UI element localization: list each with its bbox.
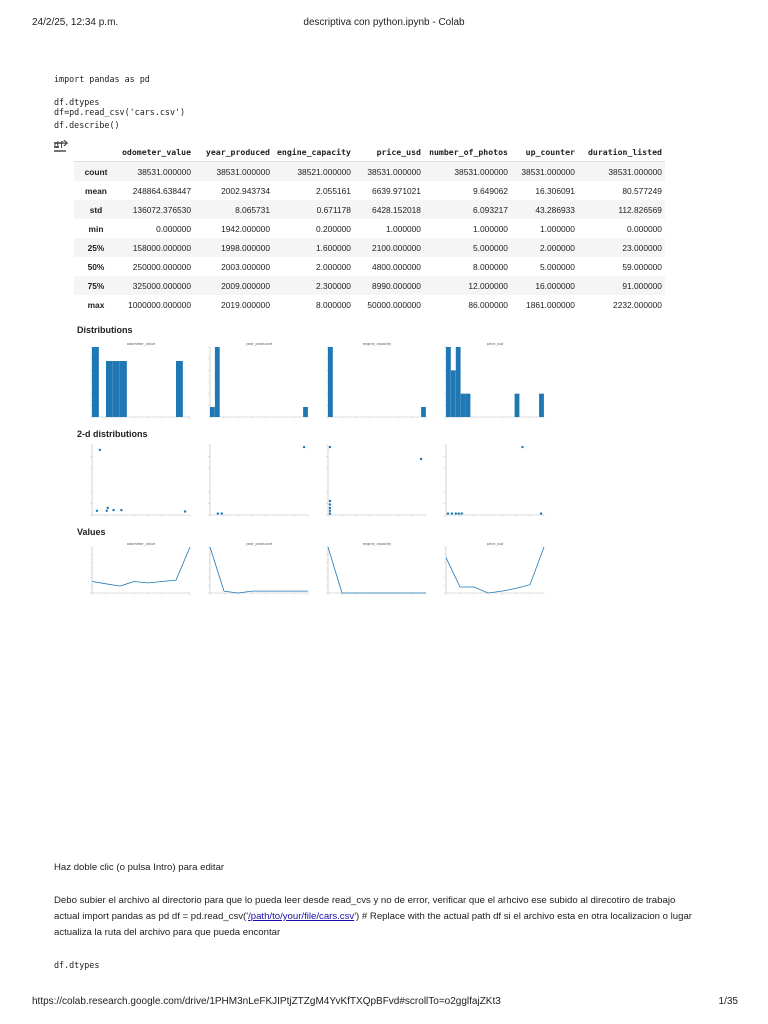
column-header: engine_capacity xyxy=(277,146,351,157)
table-cell: 0.000000 xyxy=(156,223,191,234)
scatter-point xyxy=(458,512,460,514)
series-line xyxy=(446,547,544,593)
scatter-point xyxy=(540,512,542,514)
column-header: number_of_photos xyxy=(429,146,508,157)
table-cell: 6428.152018 xyxy=(372,204,421,215)
table-cell: 12.000000 xyxy=(468,280,508,291)
table-cell: 8.065731 xyxy=(235,204,270,215)
histogram-bar xyxy=(539,394,544,417)
table-corner xyxy=(74,142,117,162)
scatter-point xyxy=(447,512,449,514)
chart-title: year_produced xyxy=(245,542,273,546)
table-cell: 0.000000 xyxy=(627,223,662,234)
markdown-text-cell[interactable] xyxy=(54,893,694,941)
table-cell: 250000.000000 xyxy=(132,261,191,272)
table-row xyxy=(74,257,665,276)
table-cell: 38531.000000 xyxy=(608,166,662,177)
chart-svg xyxy=(314,339,430,427)
chart-svg xyxy=(196,539,312,603)
line-chart xyxy=(314,539,430,603)
chart-title: engine_capacity xyxy=(362,342,392,346)
column-header: duration_listed xyxy=(588,146,662,157)
histogram-bar xyxy=(466,394,471,417)
table-cell: 1861.000000 xyxy=(526,299,575,310)
table-cell: 38531.000000 xyxy=(137,166,191,177)
chart-svg xyxy=(78,441,194,525)
row-label: max xyxy=(87,299,105,310)
table-row xyxy=(74,162,665,182)
scatter-chart xyxy=(314,441,430,525)
chart-svg xyxy=(314,539,430,603)
table-cell: 38531.000000 xyxy=(216,166,270,177)
table-cell: 91.000000 xyxy=(622,280,662,291)
table-cell: 112.826569 xyxy=(618,204,662,215)
table-cell: 16.000000 xyxy=(535,280,575,291)
table-cell: 1942.000000 xyxy=(221,223,270,234)
chart-svg xyxy=(432,539,548,603)
table-cell: 325000.000000 xyxy=(132,280,191,291)
table-cell: 1.000000 xyxy=(473,223,508,234)
histogram-bar xyxy=(328,347,333,417)
code-cell-3[interactable]: df.describe() xyxy=(54,120,120,130)
table-cell: 2.000000 xyxy=(316,261,351,272)
row-label: count xyxy=(84,166,108,177)
histogram-bar xyxy=(421,407,426,417)
print-datetime: 24/2/25, 12:34 p.m. xyxy=(32,17,119,28)
table-cell: 2.000000 xyxy=(540,242,575,253)
print-page-number: 1/35 xyxy=(718,996,738,1007)
scatter-point xyxy=(460,512,462,514)
scatter-point xyxy=(329,503,331,505)
table-cell: 2003.000000 xyxy=(221,261,270,272)
scatter-point xyxy=(303,446,305,448)
table-cell: 16.306091 xyxy=(535,185,575,196)
table-cell: 1.000000 xyxy=(540,223,575,234)
table-row xyxy=(74,219,665,238)
table-cell: 2009.000000 xyxy=(221,280,270,291)
table-cell: 2.300000 xyxy=(316,280,351,291)
table-cell: 2.055161 xyxy=(316,185,351,196)
chart-svg xyxy=(196,441,312,525)
histogram-bar xyxy=(461,394,466,417)
row-label: 75% xyxy=(87,280,105,291)
scatter-point xyxy=(329,510,331,512)
histogram-bar xyxy=(451,370,456,417)
line-chart xyxy=(196,539,312,603)
table-cell: 1.000000 xyxy=(386,223,421,234)
series-line xyxy=(210,547,308,593)
histogram-bar xyxy=(303,407,308,417)
describe-table xyxy=(74,142,665,314)
scatter-point xyxy=(221,512,223,514)
scatter-point xyxy=(106,510,108,512)
histogram-bar xyxy=(120,361,127,417)
histogram-bar xyxy=(176,361,183,417)
print-title: descriptiva con python.ipynb - Colab xyxy=(303,17,465,28)
table-cell: 8.000000 xyxy=(473,261,508,272)
code-line: import pandas as pd xyxy=(54,74,150,84)
scatter-point xyxy=(120,509,122,511)
bar-chart xyxy=(432,339,548,427)
histogram-bar xyxy=(456,347,461,417)
table-row xyxy=(74,200,665,219)
scatter-point xyxy=(420,458,422,460)
table-cell: 1000000.000000 xyxy=(128,299,191,310)
line-chart xyxy=(432,539,548,603)
chart-title: price_usd xyxy=(486,342,504,346)
chart-svg xyxy=(314,441,430,525)
table-cell: 59.000000 xyxy=(622,261,662,272)
column-header: odometer_value xyxy=(121,146,191,157)
table-cell: 38531.000000 xyxy=(454,166,508,177)
table-cell: 43.286933 xyxy=(535,204,575,215)
table-cell: 136072.376530 xyxy=(132,204,191,215)
table-cell: 6639.971021 xyxy=(372,185,421,196)
scatter-point xyxy=(329,446,331,448)
section-values: Values xyxy=(77,527,106,537)
table-cell: 0.671178 xyxy=(316,204,351,215)
histogram-bar xyxy=(215,347,220,417)
table-cell: 2019.000000 xyxy=(221,299,270,310)
print-url: https://colab.research.google.com/drive/1PHM3nLeFKJIPtjZTZgM4YvKfTXQpBFvd#scrollTo=o2gglfajZKt3 xyxy=(32,996,501,1007)
chart-title: price_usd xyxy=(486,542,504,546)
scatter-point xyxy=(451,512,453,514)
markdown-text: ') # Replace with the actual path df si el archivo esta en otra localizacion o lugar actualiza la ruta del archivo para que pueda encontar xyxy=(54,911,693,938)
row-label: mean xyxy=(85,185,107,196)
scatter-chart xyxy=(196,441,312,525)
scatter-point xyxy=(184,510,186,512)
table-cell: 50000.000000 xyxy=(367,299,421,310)
histogram-bar xyxy=(92,347,99,417)
histogram-bar xyxy=(515,394,520,417)
chart-svg xyxy=(78,539,194,603)
bar-chart xyxy=(314,339,430,427)
table-cell: 38531.000000 xyxy=(367,166,421,177)
table-header-row xyxy=(74,142,665,162)
histogram-bar xyxy=(113,361,120,417)
scatter-point xyxy=(106,507,108,509)
column-header: year_produced xyxy=(205,146,270,157)
code-cell-4[interactable]: df.dtypes xyxy=(54,960,100,970)
table-cell: 2232.000000 xyxy=(613,299,662,310)
scatter-point xyxy=(96,510,98,512)
table-row xyxy=(74,295,665,314)
table-cell: 0.200000 xyxy=(316,223,351,234)
scatter-point xyxy=(217,512,219,514)
column-header: up_counter xyxy=(525,146,575,157)
chart-title: year_produced xyxy=(245,342,273,346)
chart-title: odometer_value xyxy=(126,342,156,346)
scatter-point xyxy=(112,509,114,511)
bar-chart xyxy=(196,339,312,427)
code-line: df=pd.read_csv('cars.csv') xyxy=(54,107,186,117)
table-row xyxy=(74,238,665,257)
chart-svg xyxy=(432,441,548,525)
chart-svg xyxy=(432,339,548,427)
table-cell: 248864.638447 xyxy=(132,185,191,196)
code-cell-2[interactable]: df.dtypes xyxy=(54,97,100,107)
histogram-bar xyxy=(106,361,113,417)
table-cell: 1.600000 xyxy=(316,242,351,253)
table-cell: 5.000000 xyxy=(540,261,575,272)
markdown-text: Debo subier el archivo al directorio para que lo pueda leer desde read_cvs y no de error, verificar que el arhcivo ese subido al direcotiro de trabajo actual import pandas as pd df = pd.read_csv(' xyxy=(54,895,676,922)
chart-title: engine_capacity xyxy=(362,542,392,546)
table-cell: 2002.943734 xyxy=(221,185,270,196)
table-cell: 8990.000000 xyxy=(372,280,421,291)
chart-title: odometer_value xyxy=(126,542,156,546)
table-cell: 38531.000000 xyxy=(521,166,575,177)
series-line xyxy=(92,547,190,586)
table-cell: 9.649062 xyxy=(473,185,508,196)
scatter-point xyxy=(455,512,457,514)
markdown-edit-hint[interactable]: Haz doble clic (o pulsa Intro) para editar xyxy=(54,862,225,873)
scatter-chart xyxy=(432,441,548,525)
scatter-point xyxy=(329,500,331,502)
table-row xyxy=(74,276,665,295)
chart-svg xyxy=(196,339,312,427)
line-chart xyxy=(78,539,194,603)
histogram-bar xyxy=(210,407,215,417)
scatter-point xyxy=(329,512,331,514)
scatter-point xyxy=(521,446,523,448)
table-cell: 8.000000 xyxy=(316,299,351,310)
bar-chart xyxy=(78,339,194,427)
row-label: std xyxy=(89,204,103,215)
table-cell: 23.000000 xyxy=(622,242,662,253)
row-label: 50% xyxy=(87,261,105,272)
table-cell: 1998.000000 xyxy=(221,242,270,253)
column-header: price_usd xyxy=(376,146,421,157)
table-cell: 86.000000 xyxy=(468,299,508,310)
scatter-chart xyxy=(78,441,194,525)
scatter-point xyxy=(99,449,101,451)
scatter-point xyxy=(329,507,331,509)
section-distributions: Distributions xyxy=(77,325,133,335)
table-row xyxy=(74,181,665,200)
row-label: min xyxy=(88,223,104,234)
table-cell: 2100.000000 xyxy=(372,242,421,253)
histogram-bar xyxy=(446,347,451,417)
file-path-link[interactable]: /path/to/your/file/cars.csv xyxy=(248,911,355,922)
section-2d-distributions: 2-d distributions xyxy=(77,429,148,439)
code-line: df xyxy=(54,140,65,150)
series-line xyxy=(328,547,426,593)
table-cell: 80.577249 xyxy=(622,185,662,196)
table-cell: 38521.000000 xyxy=(297,166,351,177)
row-label: 25% xyxy=(87,242,105,253)
table-cell: 4800.000000 xyxy=(372,261,421,272)
table-cell: 6.093217 xyxy=(473,204,508,215)
table-cell: 158000.000000 xyxy=(132,242,191,253)
table-cell: 5.000000 xyxy=(473,242,508,253)
output-actions-icon[interactable] xyxy=(52,140,70,154)
chart-svg xyxy=(78,339,194,427)
